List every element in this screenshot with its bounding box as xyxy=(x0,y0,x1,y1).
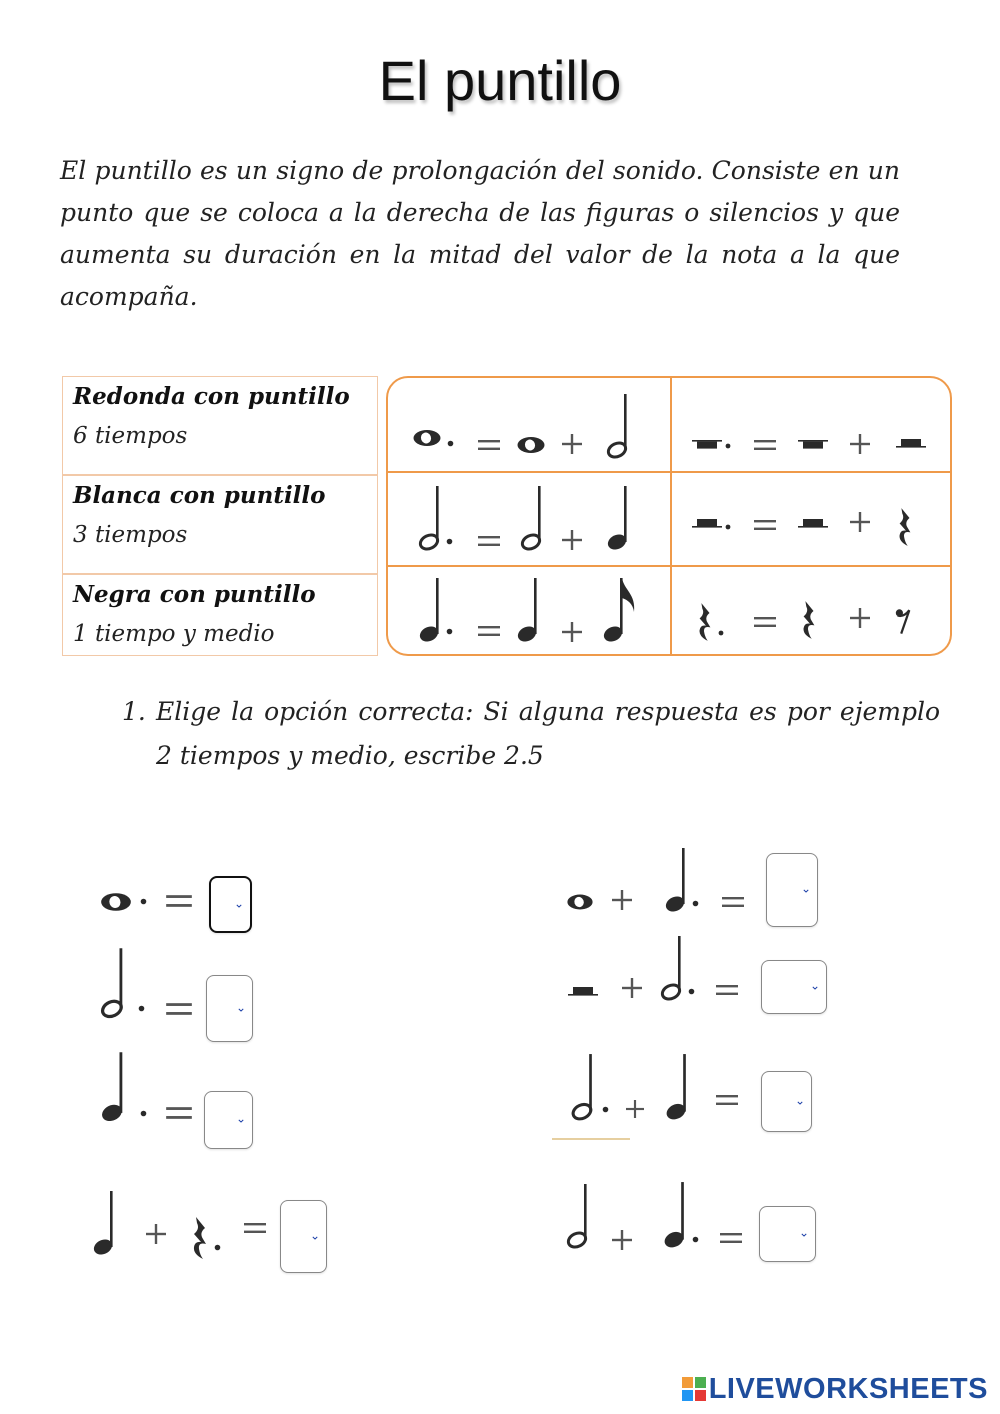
whole-note-icon xyxy=(516,435,546,455)
plus-icon xyxy=(146,1224,166,1244)
dot-icon xyxy=(718,630,724,636)
answer-dropdown-3[interactable] xyxy=(204,1091,253,1149)
dotted-whole-rest-icon xyxy=(692,438,722,452)
exercise-instruction xyxy=(122,690,940,778)
figure-beats: 3 tiempos xyxy=(73,522,188,548)
dotted-half-note-icon xyxy=(660,934,684,1004)
plus-icon xyxy=(562,622,582,642)
plus-icon xyxy=(850,608,870,628)
dotted-quarter-rest-icon xyxy=(190,1214,210,1262)
quarter-note-icon xyxy=(516,576,540,646)
chevron-down-icon: ⌄ xyxy=(794,1093,805,1108)
equals-icon xyxy=(722,896,744,908)
quarter-note-icon xyxy=(92,1188,116,1260)
table-row-label xyxy=(62,376,378,475)
chevron-down-icon: ⌄ xyxy=(233,896,244,911)
figure-name: Redonda con puntillo xyxy=(73,383,350,410)
answer-dropdown-6[interactable] xyxy=(761,960,827,1014)
quarter-rest-icon xyxy=(800,598,818,642)
quarter-note-icon xyxy=(606,484,630,554)
dot-icon xyxy=(214,1244,221,1251)
dot-icon xyxy=(140,1110,147,1117)
quarter-rest-icon xyxy=(896,505,914,549)
chevron-down-icon: ⌄ xyxy=(809,978,820,993)
figure-beats: 6 tiempos xyxy=(73,423,188,449)
table-divider xyxy=(388,565,950,567)
dot-icon xyxy=(447,440,454,447)
dot-icon xyxy=(692,900,699,907)
underline xyxy=(552,1138,630,1140)
plus-icon xyxy=(562,530,582,550)
plus-icon xyxy=(562,434,582,454)
half-rest-icon xyxy=(798,516,828,530)
liveworksheets-logo xyxy=(682,1372,988,1406)
dot-icon xyxy=(602,1106,609,1113)
equals-icon xyxy=(754,439,776,451)
chevron-down-icon: ⌄ xyxy=(235,1000,246,1015)
dot-icon xyxy=(446,628,453,635)
equals-icon xyxy=(716,984,738,996)
answer-dropdown-8[interactable] xyxy=(759,1206,816,1262)
figure-beats: 1 tiempo y medio xyxy=(73,621,275,647)
plus-icon xyxy=(612,1230,632,1250)
notation-table xyxy=(386,376,952,656)
table-row-label xyxy=(62,574,378,656)
answer-dropdown-1[interactable] xyxy=(209,876,252,933)
equals-icon xyxy=(754,616,776,628)
exercise-text: Elige la opción correcta: Si alguna respuesta es por ejemplo 2 tiempos y medio, escribe 2.5 xyxy=(156,697,940,770)
equals-icon xyxy=(716,1094,738,1106)
dotted-half-note-icon xyxy=(570,1052,596,1124)
answer-dropdown-7[interactable] xyxy=(761,1071,812,1132)
dotted-whole-note-icon xyxy=(98,891,134,913)
half-rest-icon xyxy=(568,984,598,998)
figure-name: Negra con puntillo xyxy=(73,581,316,608)
intro-paragraph: El puntillo es un signo de prolongación del sonido. Consiste en un punto que se coloca a la derecha de las figuras o silencios y que aumenta su duración en la mitad del valor de la nota a la que acompaña. xyxy=(60,156,900,311)
exercise-number: 1. xyxy=(122,697,146,726)
dot-icon xyxy=(692,1236,699,1243)
equals-icon xyxy=(166,1106,192,1120)
equals-icon xyxy=(754,519,776,531)
quarter-note-icon xyxy=(664,1052,690,1124)
chevron-down-icon: ⌄ xyxy=(309,1228,320,1243)
answer-dropdown-4[interactable] xyxy=(280,1200,327,1273)
dot-icon xyxy=(446,538,453,545)
dot-icon xyxy=(140,898,147,905)
dotted-quarter-note-icon xyxy=(664,846,688,916)
dotted-quarter-note-icon xyxy=(418,576,442,646)
brand-name: LIVEWORKSHEETS xyxy=(708,1372,988,1405)
dot-icon xyxy=(725,524,731,530)
table-row-label xyxy=(62,475,378,574)
dotted-quarter-note-icon xyxy=(662,1180,688,1252)
dotted-half-rest-icon xyxy=(692,516,722,530)
whole-note-icon xyxy=(566,892,594,912)
page-title: El puntillo xyxy=(378,49,622,112)
plus-icon xyxy=(850,434,870,454)
equals-icon xyxy=(244,1222,266,1234)
chevron-down-icon: ⌄ xyxy=(235,1111,246,1126)
answer-dropdown-2[interactable] xyxy=(206,975,253,1042)
half-rest-icon xyxy=(896,436,926,450)
chevron-down-icon: ⌄ xyxy=(800,881,811,896)
half-note-icon xyxy=(566,1182,590,1252)
dotted-half-note-icon xyxy=(418,484,442,554)
dot-icon xyxy=(138,1005,145,1012)
equals-icon xyxy=(166,1002,192,1016)
answer-dropdown-5[interactable] xyxy=(766,853,818,927)
dot-icon xyxy=(688,988,695,995)
chevron-down-icon: ⌄ xyxy=(798,1225,809,1240)
equals-icon xyxy=(478,535,500,547)
plus-icon xyxy=(626,1100,644,1118)
dot-icon xyxy=(725,443,731,449)
logo-grid-icon xyxy=(682,1377,706,1401)
figure-name: Blanca con puntillo xyxy=(73,482,326,509)
table-divider xyxy=(670,378,672,654)
equals-icon xyxy=(478,625,500,637)
equals-icon xyxy=(166,894,192,908)
half-note-icon xyxy=(520,484,544,554)
equals-icon xyxy=(720,1232,742,1244)
dotted-quarter-rest-icon xyxy=(696,600,714,644)
dotted-half-note-icon xyxy=(100,946,126,1022)
plus-icon xyxy=(622,978,642,998)
whole-rest-icon xyxy=(798,438,828,452)
table-divider xyxy=(388,471,950,473)
half-note-icon xyxy=(606,392,630,462)
plus-icon xyxy=(850,512,870,532)
eighth-rest-icon xyxy=(894,606,912,636)
dotted-whole-note-icon xyxy=(412,428,442,448)
plus-icon xyxy=(612,890,632,910)
equals-icon xyxy=(478,439,500,451)
eighth-note-icon xyxy=(602,576,638,646)
dotted-quarter-note-icon xyxy=(100,1050,126,1126)
